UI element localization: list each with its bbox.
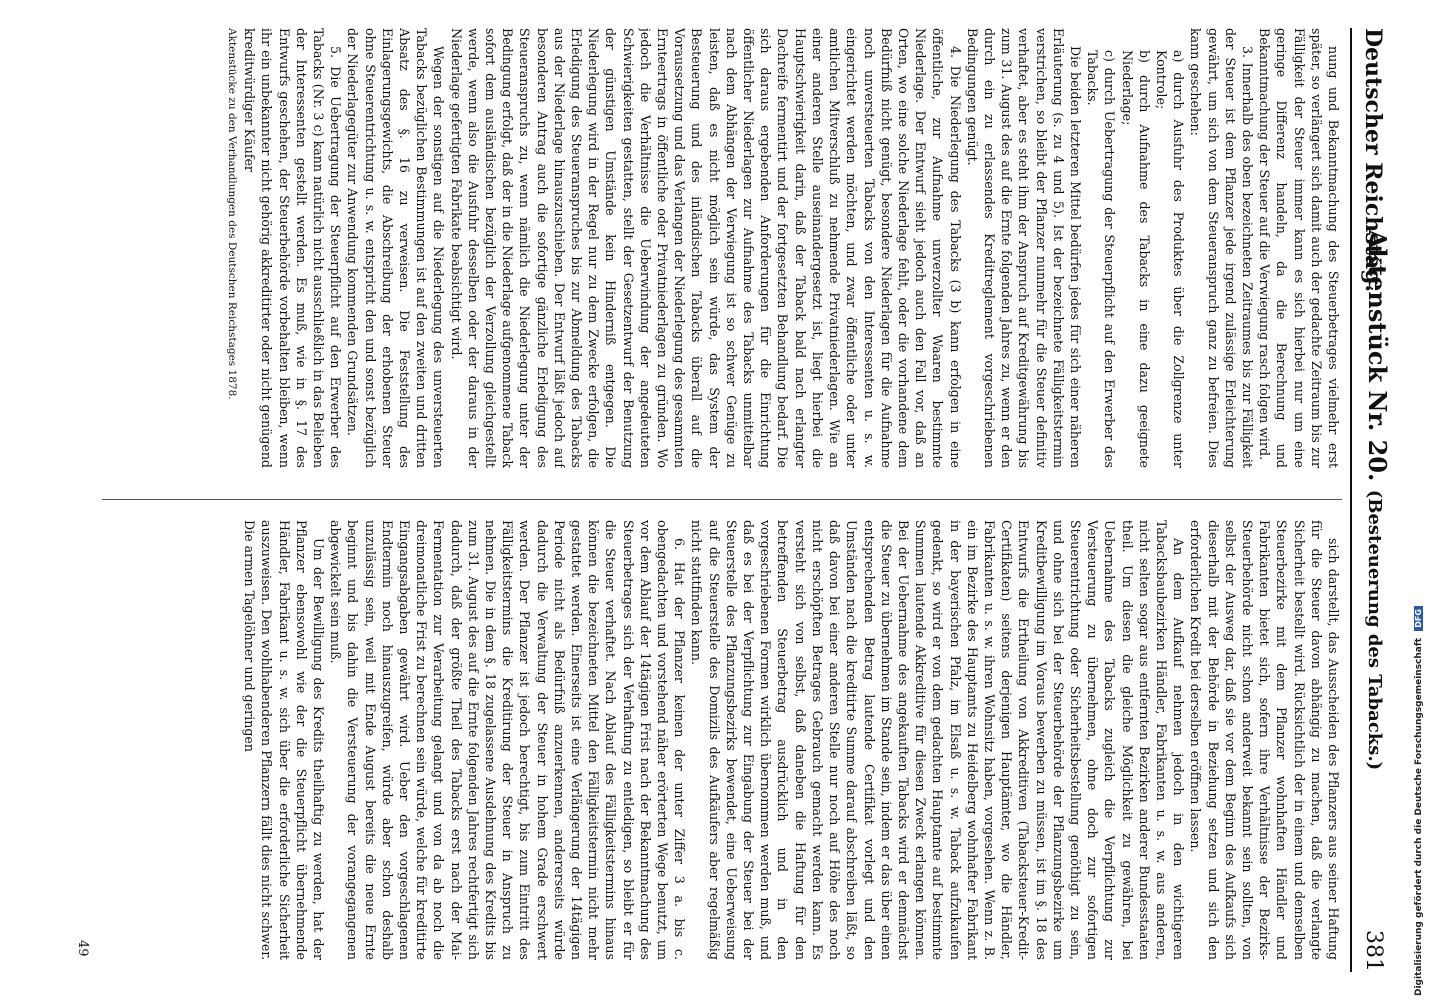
paragraph: Die beiden letzteren Mittel bedürfen jedes für sich einer näheren Erläuterung (s. zu 4 und 5). Ist der bezeichnete Fälligkeitstermin verstrichen, so bleibt der Pflanzer nunmehr für die Steuer definitiv verhaftet, aber es steht ihm der Anspruch auf Kreditgewährung bis zum 31. August des auf die Ernte folgenden Jahres zu, wenn er den durch ein zu erlassendes Kreditreglement vorgeschriebenen Bedingungen genügt. (964, 28, 1083, 468)
paragraph: 4. Die Niederlegung des Tabacks (3 b) kann erfolgen in eine öffentliche, zur Aufnahme unverzollter Waaren bestimmte Niederlage. Der Entwurf sieht jedoch auch den Fall vor, daß an Orten, wo eine solche Niederlage fehlt, oder die vorhandene dem Bedürfniß nicht genügt, besondere Niederlagen für die Aufnahme noch unversteuerten Tabacks von den Interessenten u. s. w. eingerichtet werden möchten, und zwar öffentliche oder unter amtlichen Mitverschluß zu nehmende Privatniederlagen. Wie an einer anderen Stelle auseinandergesetzt ist, liegt hierbei die Hauptschwierigkeit darin, daß der Taback bald nach erlangter Dachreife fermentirt und der fortgesetzten Behandlung bedarf. Die sich daraus ergebenden Anforderungen für die Einrichtung öffentlicher Niederlagen zur Aufnahme des Tabacks unmittelbar nach dem Abhängen der Verwiegung ist so schwer Genüge zu leisten, daß es nicht möglich sein würde, das System der Besteuerung und des inländischen Tabacks überall auf die Voraussetzung und das Verlangen der Niederlegung des gesammten Ernteertrags in öffentliche oder Privatniederlagen zu gründen. Wo jedoch die Verhältnisse die Ueberwindung der angedeuteten Schwierigkeiten gestatten, stellt der Gesetzentwurf der Benutzung der günstigen Umstände kein Hinderniß entgegen. Die Niederlegung wird in der Regel nur zu dem Zwecke erfolgen, die Erledigung des Steueranspruches bis zur Abmeldung des Tabacks aus der Niederlage hinauszuschieben. Der Entwurf läßt jedoch auf besonderen Antrag auch die sofortige gänzliche Erledigung des Steueranspruchs zu, wenn nämlich die Niederlegung unter der Bedingung erfolgt, daß der in die Niederlage aufgenommene Taback sofort dem ausländischen bezüglich der Verzollung gleichgestellt werde, wenn also die Ausfuhr desselben oder der daraus in der Niederlage gefertigten Fabrikate beabsichtigt wird. (448, 28, 963, 468)
dfg-logo-icon: DFG (1414, 606, 1423, 631)
paragraph: nung und Bekanntmachung des Steuerbetrages vielmehr erst später, so verlängert sich damit auch der gedachte Zeitraum bis zur Fälligkeit der Steuer immer kann es sich hierbei nur um eine geringe Differenz handeln, da die Berechnung und Bekanntmachung der Steuer auf die Verwiegung rasch folgen wird. (1257, 28, 1341, 468)
column-divider (102, 499, 1342, 500)
header-document-title: Aktenstück Nr. 20. (1363, 229, 1392, 482)
digitization-credit (1414, 606, 1424, 996)
paragraph: a) durch Ausfuhr des Produktes über die Zollgrenze unter Kontrole; (1153, 50, 1187, 468)
paragraph: 5. Die Uebertragung der Steuerpflicht auf den Erwerber des Tabacks (Nr. 3 c) kann natürlich nicht ausschließlich in das Belieben der Interessenten gestellt werden. Es muß, wie in §. 17 des Entwurfs geschehen, der Steuerbehörde vorbehalten bleiben, wenn ihr ein unbekannter nicht gehörig akkreditirter oder nicht genügend kreditwürdiger Käufer (242, 28, 344, 468)
header-document-number (1363, 28, 1392, 972)
paragraph: Um der Bewilligung des Kredits theilhaftig zu werden, hat der Pflanzer ebensowohl wie der die Steuerpflicht übernehmende Händler, Fabrikant u. s. w. sich über die erforderliche Sicherheit auszuweisen. Den wohlhabenderen Pflanzern fällt dies nicht schwer. Die armen Tagelöhner und geringen (242, 520, 327, 960)
header-page-number: 381 (1361, 930, 1386, 972)
header-subtitle: (Besteuerung des Tabacks.) (1364, 489, 1385, 771)
text-column-left (102, 28, 1342, 468)
credit-text: Digitalisierung gefördert durch die Deutsche Forschungsgemeinschaft (1414, 637, 1424, 996)
paragraph: c) durch Uebertragung der Steuerpflicht auf den Erwerber des Tabacks. (1085, 50, 1118, 468)
text-column-right (102, 520, 1342, 960)
paragraph: 3. Innerhalb des oben bezeichneten Zeitraumes bis zur Fälligkeit der Steuer ist dem Pflanzer jede irgend zulässige Erleichterung gewährt, um sich von dem Steueranspruch ganz zu befreien. Dies kann geschehen: (1188, 28, 1255, 468)
paragraph: 6. Hat der Pflanzer keinen der unter Ziffer 3 a. bis c. obengedachten und vorstehend näher erörterten Wege benutzt, um vor dem Ablauf der 14tägigen Frist nach der Bekanntmachung des Steuerbetrages sich der Verhaftung zu entledigen, so bleibt er für die Steuer verhaftet. Nach Ablauf des Fälligkeitstermins hinaus können die bezeichneten Mittel den Fälligkeitstermin nicht mehr gestattet werden. Einerseits ist eine Verlängerung der 14tägigen Periode nicht als Bedürfniß anzuerkennen, andererseits würde dadurch die Verwaltung der Steuer in hohem Grade erschwert werden. Der Pflanzer ist jedoch berechtigt, bis zum Eintritt des Fälligkeitstermins die Kreditirung der Steuer in Anspruch zu nehmen. Die in dem §. 18 zugelassene Ausdehnung des Kredits bis zum 31. August des auf die Ernte folgenden Jahres rechtfertigt sich dadurch, daß der größte Theil des Tabacks erst nach der Mai-Fermentation zur Verarbeitung gelangt und von da ab noch die dreimonatliche Frist zu berechnen sein würde, welche für kreditirte Eingangsabgaben gewährt wird. Ueber den vorgeschlagenen Endtermin noch hinauszugreifen, würde aber schon deshalb unzulässig sein, weil mit Ende August bereits die neue Ernte beginnt und bis dahin die Versteuerung der vorangegangenen abgewickelt sein muß. (328, 520, 688, 960)
paragraph: sich darstellt, das Ausscheiden des Pflanzers aus seiner Haftung für die Steuer davon abhängig zu machen, daß die verlangte Sicherheit bestellt wird. Rücksichtlich der in einem und demselben Steuerbezirke mit dem Pflanzer wohnhaften Händler und Fabrikanten bietet sich, sofern ihre Verhältnisse der Bezirks-Steuerbehörde nicht schon anderweit bekannt sein sollten, von selbst der Ausweg dar, daß sie vor dem Beginn des Aufkaufs sich dieserhalb mit der Behörde in Beziehung setzen und sich den erforderlichen Kredit bei derselben eröffnen lassen. (1188, 520, 1341, 960)
footer-note: Aktenstücke zu den Verhandlungen des Deutschen Reichstages 1878. (226, 28, 238, 400)
paragraph: b) durch Aufnahme des Tabacks in eine dazu geeignete Niederlage; (1119, 50, 1152, 468)
header-publication: Deutscher Reichstag. (1360, 28, 1386, 293)
page-header (1350, 28, 1392, 972)
sheet-number: 49 (75, 940, 90, 957)
paragraph: An dem Aufkauf nehmen jedoch in den wichtigeren Tabacksbaubezirken Händler, Fabrikanten u. s. w. aus anderen, nicht selten sogar aus entfernten Bezirken anderer Bundesstaaten theil. Um diesen die gleiche Möglichkeit zu gewähren, bei Uebernahme des Tabacks zugleich die Verpflichtung zur Versteuerung zu übernehmen, ohne doch zur sofortigen Steuerentrichtung oder Sicherheitsbestellung genöthigt zu sein, und ohne sich bei der Steuerbehörde der Pflanzungsbezirke um Kreditbewilligung im Voraus bewerben zu müssen, ist im §. 18 des Entwurfs die Ertheilung von Akkreditiven (Tabacksteuer-Kredit-Certifikaten) seitens derjenigen Hauptämter, wo die Händler, Fabrikanten u. s. w. ihren Wohnsitz haben, vorgesehen. Wenn z. B. ein im Bezirke des Hauptamts zu Heidelberg wohnhafter Fabrikant in der bayerischen Pfalz, im Elsaß u. s. w. Taback aufzukaufen gedenkt, so wird er von dem gedachten Hauptamte auf bestimmte Summen lautende Akkreditive für diesen Zweck erlangen können. Bei der Uebernahme des angekauften Tabacks wird er demnächst die Steuer zu übernehmen im Stande sein, indem er das über einen entsprechenden Betrag lautende Certifikat vorlegt und den Umständen nach die kreditirte Summe darauf abschreiben läßt, so daß davon bei einer anderen Stelle nur noch auf Höhe des noch nicht erschöpften Betrages Gebrauch gemacht werden kann. Es versteht sich von selbst, daß daneben die Haftung für den betreffenden Steuerbetrag ausdrücklich und in den vorgeschriebenen Formen wirklich übernommen werden muß, und daß es bei der Verpflichtung zur Eingabung der Steuer bei der Steuerstelle des Pflanzungsbezirks bewendet, eine Ueberweisung auf die Steuerstelle des Domizils des Aufkäufers aber regelmäßig nicht stattfinden kann. (689, 520, 1187, 960)
paragraph: Wegen der sonstigen auf die Niederlegung des unversteuerten Tabacks bezüglichen Bestimmungen ist auf den zweiten und dritten Absatz des §. 16 zu verweisen. Die Feststellung des Einlagerungsgewichts, die Abschreibung der erhobenen Steuer ohne Steuerentrichtung u. s. w. entspricht den und sonst bezüglich der Niederlagegüter zur Anwendung kommenden Grundsätzen. (345, 28, 447, 468)
